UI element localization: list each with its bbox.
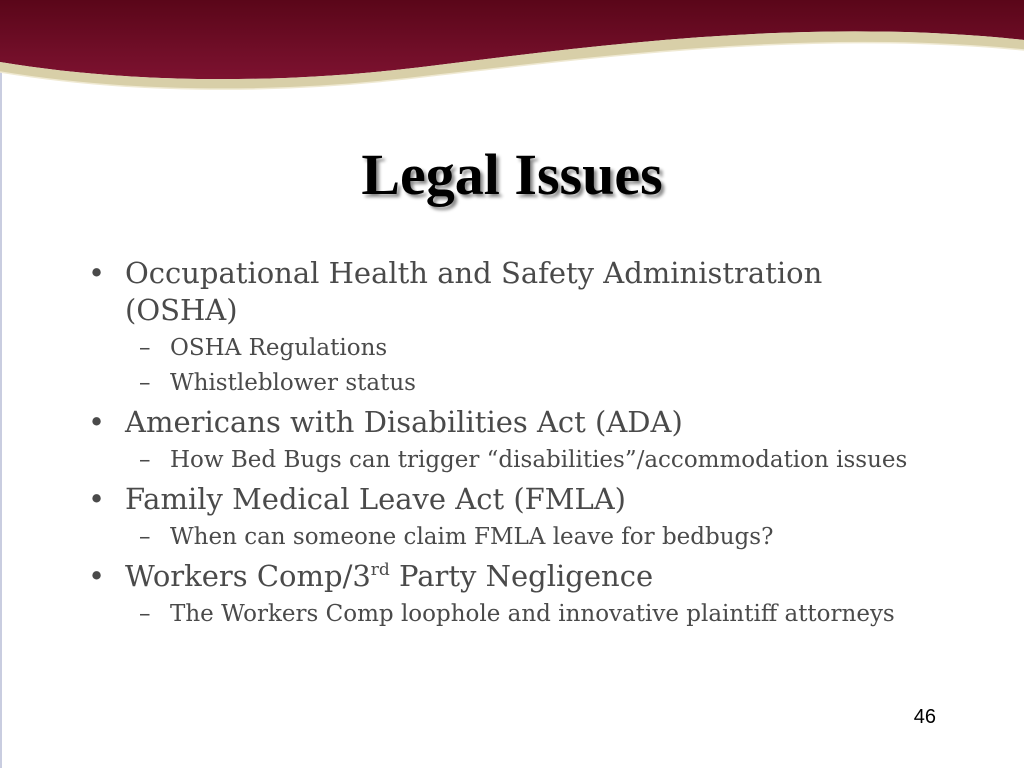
- sub-bullet-ada-accommodation: [88, 445, 918, 476]
- sub-bullet-workers-comp-loophole: [88, 599, 918, 630]
- bullet-fmla: [88, 481, 918, 518]
- sub-bullet-dash: –: [139, 370, 151, 396]
- bullet-text-after: Party Negligence: [389, 559, 654, 593]
- bullet-dot: •: [88, 256, 106, 290]
- sub-bullet-dash: –: [139, 447, 151, 473]
- bullet-dot: •: [88, 559, 106, 593]
- header-band: [0, 0, 1024, 110]
- sub-bullet-text: Whistleblower status: [170, 370, 416, 396]
- slide-title: Legal Issues: [361, 142, 663, 207]
- bullet-text: Occupational Health and Safety Administration (OSHA): [125, 256, 823, 327]
- bullet-workers-comp: [88, 558, 918, 595]
- bullet-text-before: Workers Comp/3: [125, 559, 371, 593]
- sub-bullet-fmla-leave: [88, 522, 918, 553]
- sub-bullet-dash: –: [139, 335, 151, 361]
- bullet-text-superscript: rd: [370, 560, 390, 580]
- bullet-text: Family Medical Leave Act (FMLA): [125, 482, 626, 516]
- sub-bullet-dash: –: [139, 601, 151, 627]
- bullet-dot: •: [88, 482, 106, 516]
- sub-bullet-text: OSHA Regulations: [170, 335, 388, 361]
- bullet-dot: •: [88, 405, 106, 439]
- bullet-osha: [88, 255, 918, 329]
- sub-bullet-dash: –: [139, 524, 151, 550]
- sub-bullet-whistleblower: [88, 368, 918, 399]
- sub-bullet-text: The Workers Comp loophole and innovative plaintiff attorneys: [170, 601, 895, 627]
- bullet-text: Americans with Disabilities Act (ADA): [125, 405, 683, 439]
- sub-bullet-osha-regulations: [88, 333, 918, 364]
- slide-left-border: [0, 0, 2, 768]
- sub-bullet-text: How Bed Bugs can trigger “disabilities”/accommodation issues: [170, 447, 908, 473]
- page-number: 46: [913, 706, 936, 728]
- bullet-list: [88, 250, 918, 630]
- bullet-ada: [88, 404, 918, 441]
- sub-bullet-text: When can someone claim FMLA leave for bedbugs?: [170, 524, 774, 550]
